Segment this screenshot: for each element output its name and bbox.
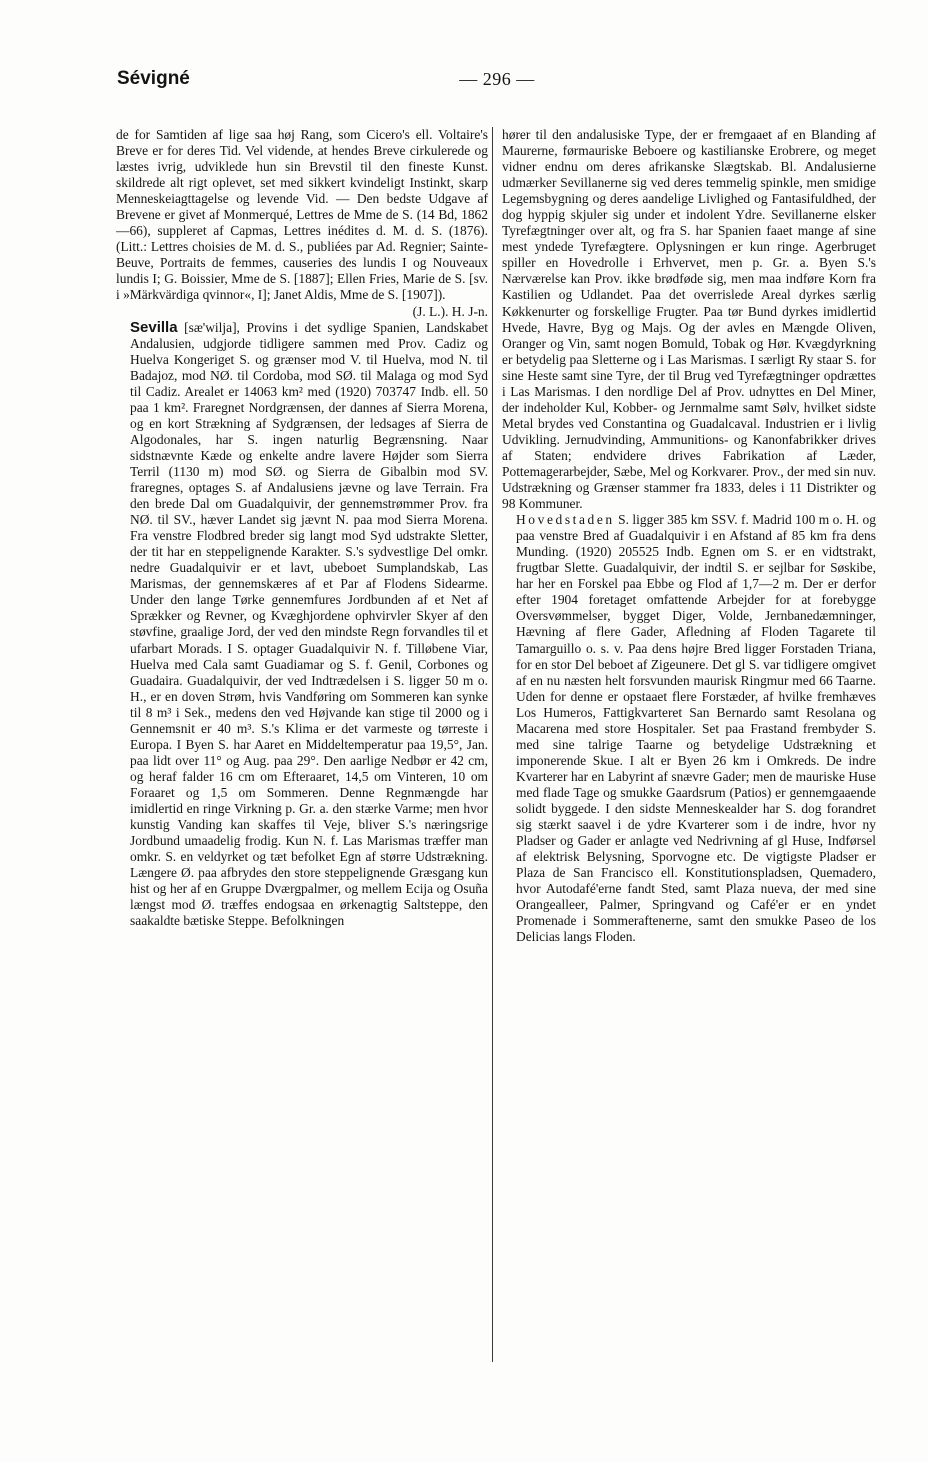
sevilla-headword: Sevilla	[130, 318, 178, 336]
left-column	[116, 127, 488, 929]
running-head: Sévigné	[117, 68, 190, 89]
page-number: — 296 —	[459, 69, 535, 89]
right-column	[502, 127, 876, 945]
hovedstaden-text: S. ligger 385 km SSV. f. Madrid 100 m o. H. og paa venstre Bred af Guadalquivir i en Afstand af 85 km fra dens Munding. (1920) 205525 Indb. Egnen om S. er en vidtstrakt, frugtbar Slette. Guadalquivir, der indtil S. er sejlbar for Søskibe, har her en Forskel paa Ebbe og Flod af 1,7—2 m. Der er derfor efter 1904 foretaget omfattende Arbejder for at forebygge Oversvømmelser, bygget Diger, Volde, Jernbanedæmninger, Hævning af flere Gader, Afledning af Floden Tagarete til Tamarguillo o. s. v. Paa dens højre Bred ligger Forstaden Triana, for en stor Del beboet af Zigeunere. Det gl S. var tidligere omgivet af en nu næsten helt forsvunden maurisk Ringmur med 66 Taarne. Uden for denne er opstaaet flere Forstæder, af hvilke fremhæves Los Humeros, Fattigkvarteret San Bernardo samt Resolana og Macarena med store Hospitaler. Set paa Frastand frembyder S. med sine talrige Taarne og betydelige Udstrækning et imponerende Skue. I alt er Byen 26 km i Omkreds. De indre Kvarterer har en Labyrint af snævre Gader; men de mauriske Huse med flade Tage og smukke Gaardsrum (Patios) er gennemgaaende solidt byggede. I den sidste Menneskealder har S. dog forandret sig stærkt saavel i de ydre Kvarterer som i de indre, hvor ny Pladser og Gader er anlagte ved Nedrivning af gl Huse, Indførsel af elektrisk Belysning, Sporvogne etc. De vigtigste Pladser er Plaza de San Francisco ell. Konstitutionspladsen, Quemadero, hvor Autodafé'erne fandt Sted, samt Plaza nueva, der med sine Orangealleer, Palmer, Springvand og Café'er er en yndet Promenade i Sommeraftenerne, samt den smukke Paseo de los Delicias langs Floden.	[516, 512, 876, 945]
sevilla-entry	[116, 320, 488, 930]
hovedstaden-lead: Hovedstaden	[516, 512, 615, 528]
column-divider	[492, 127, 493, 1362]
sevilla-entry-continued: hører til den andalusiske Type, der er fremgaaet af en Blanding af Maurerne, førmauriske Beboere og kastilianske Erobrere, og meget vidner endnu om deres afrikanske Slægtskab. Bl. Andalusierne udmærker Sevillanerne sig ved deres temmelig spinkle, men smidige Legemsbygning og deres aandelige Livlighed og Fantasifuldhed, der dog hyppig skjuler sig under et indolent Ydre. Sevillanerne elsker Tyrefægtninger over alt, og fra S. har Spanien faaet mange af sine mest yndede Tyrefægtere. Oplysningen er kun ringe. Agerbruget spiller en Hovedrolle i Erhvervet, men p. Gr. a. Byen S.'s Nærværelse kan Prov. ikke brødføde sig, men maa indføre Korn fra Kastilien og Udlandet. Paa det overrislede Areal dyrkes særlig Køkkenurter og forskellige Frugter. Paa tør Bund dyrkes imidlertid Hvede, Havre, Byg og Majs. Og der avles en Mængde Oliven, Oranger og Vin, samt nogen Bomuld, Tobak og Hør. Kvægdyrkning er betydelig paa Sletterne og i Las Marismas. I særligt Ry staar S. for sine Heste samt sine Tyre, der til Brug ved Tyrefægtninger opdrættes i Las Marismas. I den nordlige Del af Prov. udnyttes en Del Miner, der indeholder Kul, Kobber- og Jernmalme samt Sølv, hvilket sidste Metal brydes ved Constantina og Guadalcaval. Industrien er i livlig Udvikling. Jernudvinding, Ammunitions- og Kanonfabrikker drives af Staten; endvidere drives Fabrikation af Læder, Pottemagerarbejder, Sæbe, Mel og Korkvarer. Prov., der med sin nuv. Udstrækning og Grænser stammer fra 1833, deles i 11 Distrikter og 98 Kommuner.	[502, 127, 876, 512]
hovedstaden-paragraph	[502, 512, 876, 945]
sevilla-entry-text: [sæ'wilja], Provins i det sydlige Spanien, Landskabet Andalusien, udgjorde tidligere sammen med Prov. Cadiz og Huelva Kongeriget S. og grænser mod V. til Huelva, mod N. til Badajoz, mod NØ. til Cordoba, mod SØ. til Malaga og mod Syd til Cadiz. Arealet er 14063 km² med (1920) 703747 Indb. ell. 50 paa 1 km². Fraregnet Nordgrænsen, der dannes af Sierra Morena, og en kort Strækning af Sydgrænsen, der ledsages af Sierra de Algodonales, har S. ingen naturlig Begrænsning. Naar sidstnævnte Kæde og enkelte andre lavere Højder som Sierra Terril (1130 m) mod SØ. og Sierra de Gibalbin mod SV. fraregnes, optages S. af Andalusiens jævne og lave Terrain. Fra den brede Dal om Guadalquivir, der gennemstrømmer Prov. fra NØ. til SV., hæver Landet sig jævnt N. paa mod Sierra Morena. Fra venstre Flodbred breder sig langt mod Syd udstrakte Sletter, der tit har en steppelignende Karakter. S.'s sydvestlige Del omkr. nedre Guadalquivir er et lavt, ubeboet Sumplandskab, Las Marismas, der gennemskæres af et Par af Flodens Sidearme. Under den lange Tørke gennemfures Jordbunden af et Net af Sprækker og Revner, og Kvæghjordene ophvirvler Skyer af den støvfine, graalige Jord, der ved den mindste Regn forvandles til et ufarbart Morads. I S. optager Guadalquivir N. f. Tilløbene Viar, Huelva med Cala samt Guadiamar og S. f. Genil, Corbones og Guadaira. Guadalquivir, der ved Indtrædelsen i S. ligger 50 m o. H., er en doven Strøm, hvis Vandføring om Sommeren kan synke til 8 m³ i Sek., medens den ved Højvande kan stige til 2000 og i Gennemsnit er 40 m³. S.'s Klima er det varmeste og tørreste i Europa. I Byen S. har Aaret en Middeltemperatur paa 19,5°, Jan. paa lidt over 11° og Aug. paa 29°. Den aarlige Nedbør er 42 cm, og heraf falder 16 cm om Efteraaret, 14,5 om Vinteren, 10 om Foraaret og 1,5 om Sommeren. Denne Regnmængde har imidlertid en ringe Virkning p. Gr. a. den stærke Varme; men hvor kunstig Vanding kan skaffes til Veje, bliver S.'s næringsrige Jordbund umaadelig frodig. Kun N. f. Las Marismas træffer man omkr. S. en veldyrket og tæt befolket Egn af større Udstrækning. Længere Ø. paa afbrydes den store steppelignende Græsgang kun hist og her af en Gruppe Dværgpalmer, og mellem Ecija og Osuña længst mod Ø. træffes endogsaa en ørkenagtig Saltsteppe, den saakaldte bætiske Steppe. Befolkningen	[130, 319, 488, 929]
page-header	[117, 68, 877, 96]
sevigne-entry-text: de for Samtiden af lige saa høj Rang, som Cicero's ell. Voltaire's Breve er for deres Tid. Vel vidende, at hendes Breve cirkulerede og læstes ivrig, udviklede hun sin Brevstil til den fineste Kunst. skildrede alt rigt oplevet, set med sikkert kvindeligt Instinkt, skarp Menneskeiagttagelse og levende Vid. — Den bedste Udgave af Brevene er givet af Monmerqué, Lettres de Mme de S. (14 Bd, 1862—66), suppleret af Capmas, Lettres inédites d. M. d. S. (1876). (Litt.: Lettres choisies de M. d. S., publiées par Ad. Regnier; Sainte-Beuve, Portraits de femmes, causeries des lundis I og Nouveaux lundis I; G. Boissier, Mme de S. [1887]; Ellen Fries, Marie de S. [sv. i »Märkvärdiga qvinnor«, I]; Janet Aldis, Mme de S. [1907]).	[116, 127, 488, 303]
sevigne-signature: (J. L.). H. J-n.	[412, 303, 488, 319]
